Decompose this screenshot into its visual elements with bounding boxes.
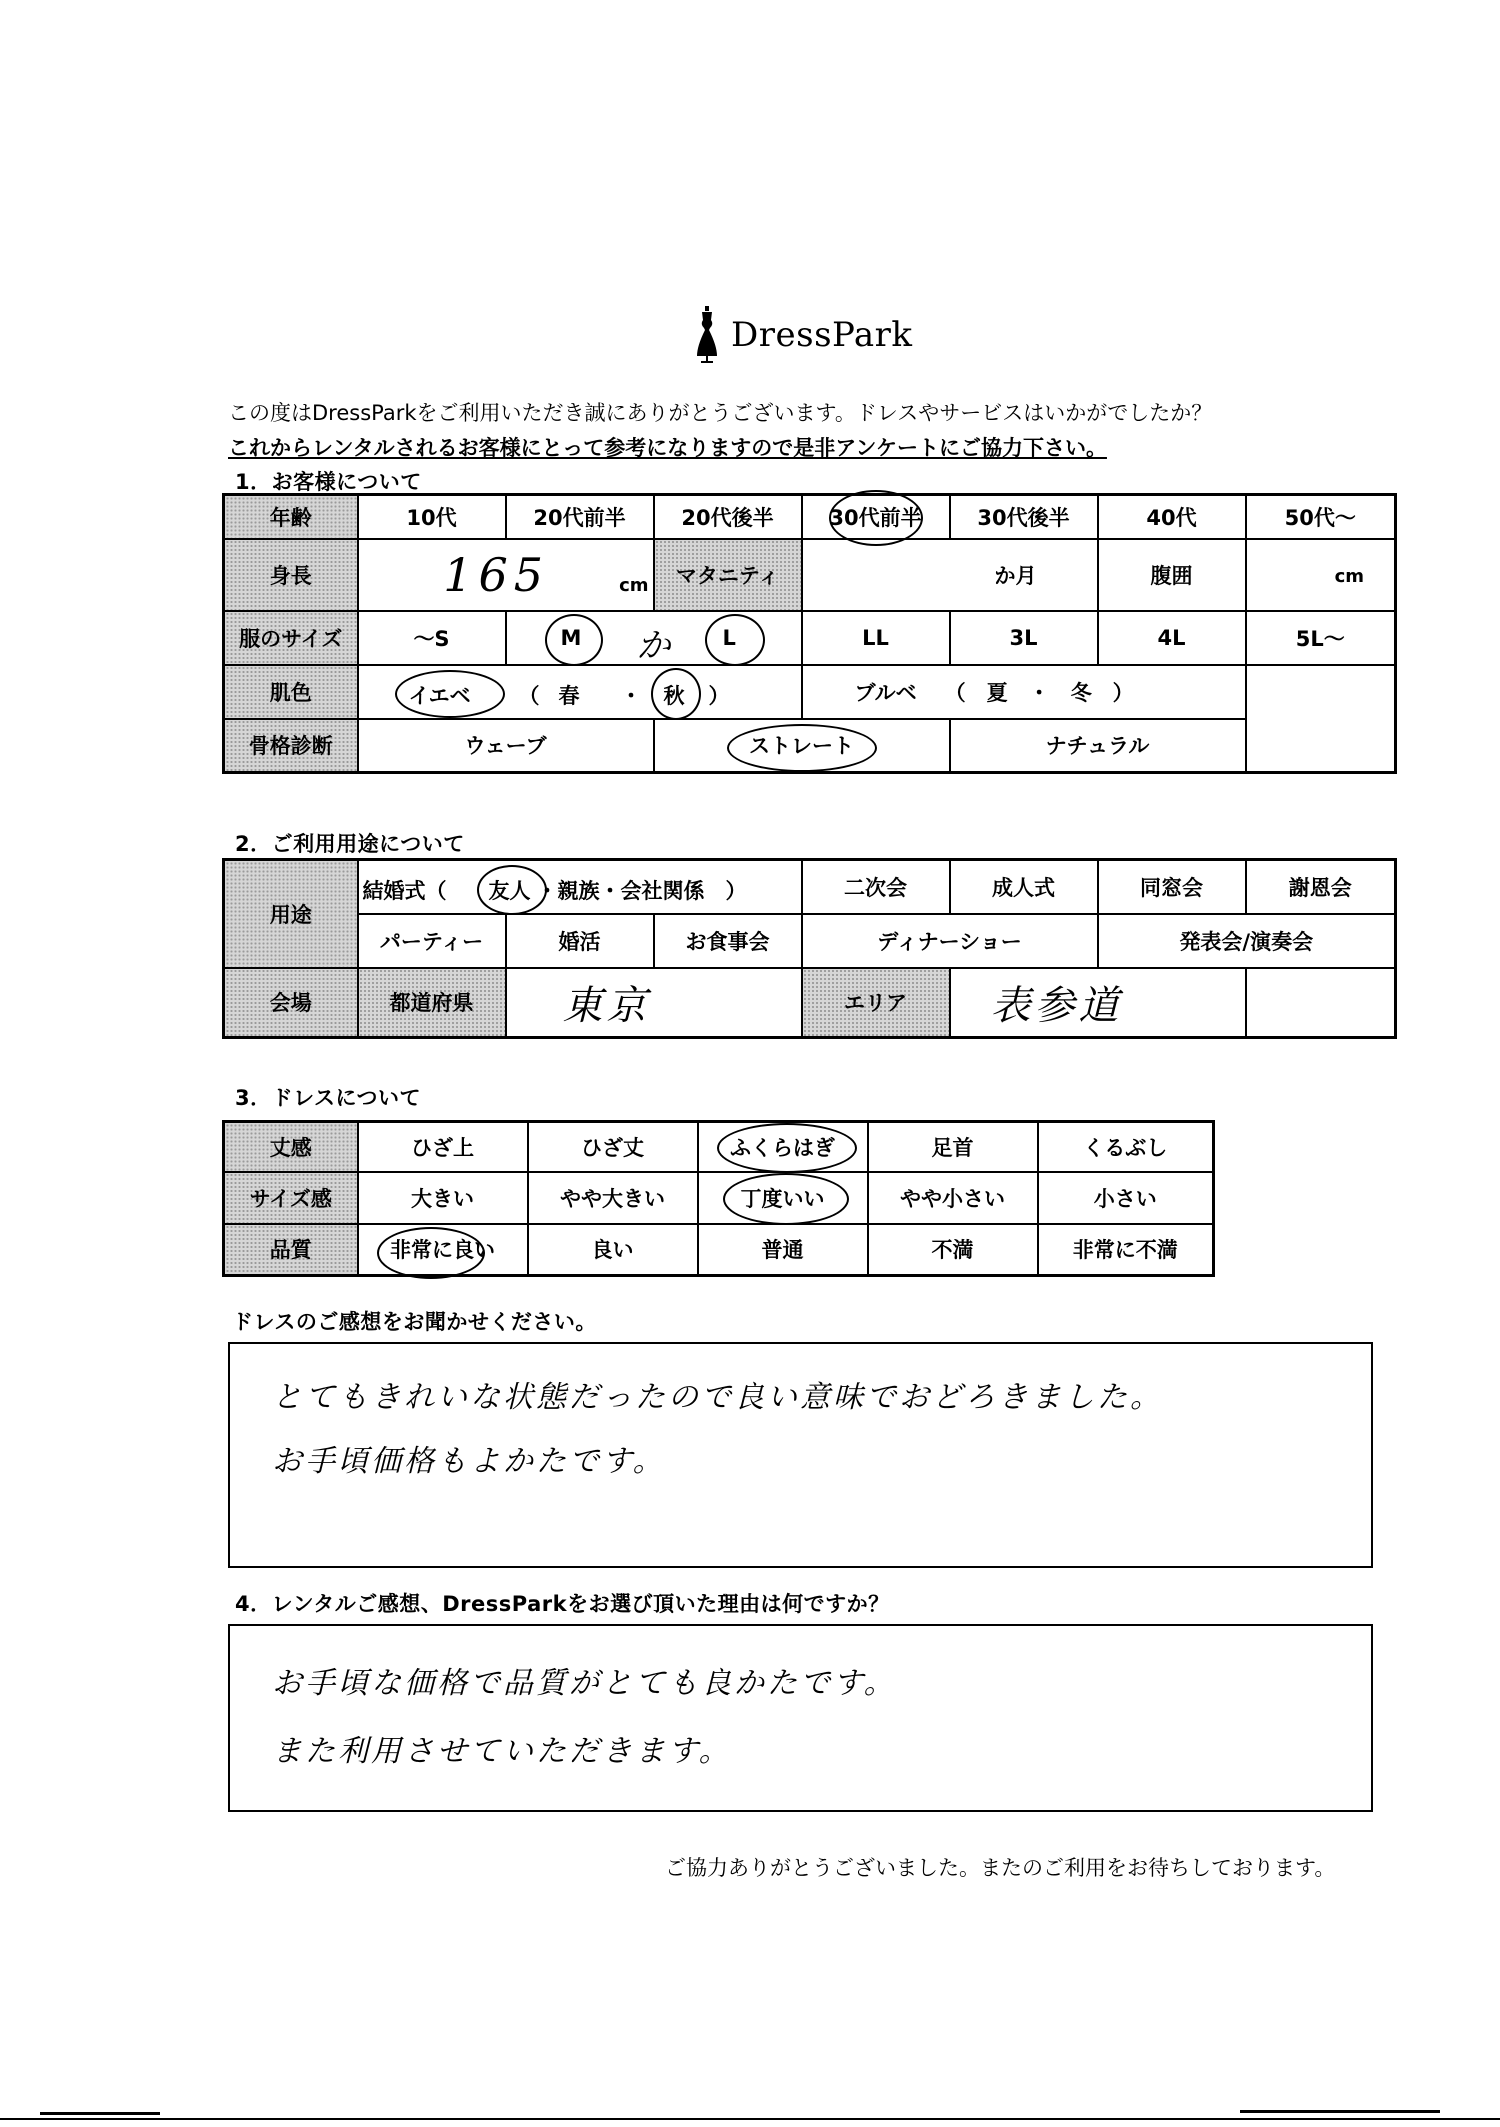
empty-cell	[1246, 719, 1396, 773]
prefecture-label: 都道府県	[358, 968, 506, 1038]
wedding-option[interactable]	[358, 860, 802, 914]
scan-edge-line	[0, 2118, 1500, 2120]
closing-message: ご協力ありがとうございました。またのご利用をお待ちしております。	[665, 1856, 1336, 1880]
skin-blue-detail: （ 夏 ・ 冬 ）	[944, 680, 1134, 705]
skin-spring: 春	[558, 683, 580, 708]
frame-option[interactable]: ナチュラル	[950, 719, 1246, 773]
frame-option-selected[interactable]	[654, 719, 950, 773]
size-option-selected[interactable]	[506, 611, 802, 665]
height-value: 165	[443, 547, 550, 602]
height-label: 身長	[224, 539, 358, 611]
customer-table	[222, 493, 1397, 774]
length-option-label: ふくらはぎ	[730, 1135, 835, 1160]
empty-cell	[1246, 968, 1396, 1038]
size-m: M	[560, 625, 582, 650]
size-option[interactable]: 4L	[1098, 611, 1246, 665]
usage-option[interactable]: 同窓会	[1098, 860, 1246, 914]
size-note: か	[636, 625, 671, 666]
age-option[interactable]: 50代～	[1246, 495, 1396, 539]
age-option[interactable]: 20代前半	[506, 495, 654, 539]
months-unit: か月	[994, 563, 1037, 588]
wedding-rest: ・親族・会社関係 ）	[536, 879, 747, 903]
skin-blue-base[interactable]	[802, 665, 1246, 719]
age-option[interactable]: 10代	[358, 495, 506, 539]
size-option[interactable]: LL	[802, 611, 950, 665]
brand-name: DressPark	[731, 315, 913, 355]
waist-label: 腹囲	[1098, 539, 1246, 611]
dress-form-icon	[695, 306, 719, 364]
size-l: L	[722, 625, 736, 650]
dress-table	[222, 1120, 1215, 1277]
section-4-title: 4．レンタルご感想、DressParkをお選び頂いた理由は何ですか？	[235, 1592, 890, 1616]
area-field[interactable]	[950, 968, 1246, 1038]
frame-option-label: ストレート	[749, 734, 854, 759]
prefecture-field[interactable]	[506, 968, 802, 1038]
usage-option[interactable]: 謝恩会	[1246, 860, 1396, 914]
skin-dot: ・	[620, 683, 642, 708]
fit-option[interactable]: 小さい	[1038, 1172, 1214, 1224]
age-option-selected[interactable]	[802, 495, 950, 539]
empty-cell	[1246, 665, 1396, 719]
reason-line-1: お手頃な価格で品質がとても良かたです。	[272, 1666, 897, 1701]
length-option[interactable]: ひざ丈	[528, 1122, 698, 1172]
length-option[interactable]: くるぶし	[1038, 1122, 1214, 1172]
skin-label: 肌色	[224, 665, 358, 719]
impressions-box[interactable]	[228, 1342, 1373, 1568]
quality-option[interactable]: 非常に不満	[1038, 1224, 1214, 1276]
intro-line-1: この度はDressParkをご利用いただき誠にありがとうございます。ドレスやサービスはいかがでしたか？	[228, 401, 1213, 425]
impressions-line-1: とてもきれいな状態だったので良い意味でおどろきました。	[272, 1380, 1163, 1415]
size-option[interactable]: 5L～	[1246, 611, 1396, 665]
wedding-prefix: 結婚式（	[362, 879, 447, 903]
prefecture-value: 東京	[562, 982, 651, 1029]
size-option[interactable]: ～S	[358, 611, 506, 665]
quality-option-selected[interactable]	[358, 1224, 528, 1276]
fit-option[interactable]: やや小さい	[868, 1172, 1038, 1224]
maternity-label: マタニティ	[654, 539, 802, 611]
venue-label: 会場	[224, 968, 358, 1038]
skin-blue: ブルベ	[854, 680, 917, 705]
usage-option[interactable]: 成人式	[950, 860, 1098, 914]
quality-option[interactable]: 不満	[868, 1224, 1038, 1276]
length-label: 丈感	[224, 1122, 358, 1172]
impressions-prompt: ドレスのご感想をお聞かせください。	[232, 1310, 597, 1334]
fit-option-selected[interactable]	[698, 1172, 868, 1224]
quality-option-label: 非常に良い	[390, 1238, 495, 1263]
usage-option[interactable]: 発表会/演奏会	[1098, 914, 1396, 968]
scan-edge-mark	[1240, 2110, 1440, 2113]
skin-autumn: 秋	[663, 683, 685, 708]
section-2-title: 2．ご利用用途について	[235, 832, 465, 856]
fit-option-label: 丁度いい	[740, 1186, 825, 1211]
usage-table	[222, 858, 1397, 1039]
frame-label: 骨格診断	[224, 719, 358, 773]
reason-box[interactable]	[228, 1624, 1373, 1812]
usage-option[interactable]: 二次会	[802, 860, 950, 914]
height-unit: cm	[619, 574, 649, 596]
fit-option[interactable]: 大きい	[358, 1172, 528, 1224]
height-field[interactable]	[358, 539, 654, 611]
quality-label: 品質	[224, 1224, 358, 1276]
length-option[interactable]: 足首	[868, 1122, 1038, 1172]
size-option[interactable]: 3L	[950, 611, 1098, 665]
section-3-title: 3．ドレスについて	[235, 1086, 422, 1110]
fit-label: サイズ感	[224, 1172, 358, 1224]
age-option[interactable]: 20代後半	[654, 495, 802, 539]
quality-option[interactable]: 普通	[698, 1224, 868, 1276]
frame-option[interactable]: ウェーブ	[358, 719, 654, 773]
length-option-selected[interactable]	[698, 1122, 868, 1172]
fit-option[interactable]: やや大きい	[528, 1172, 698, 1224]
usage-option[interactable]: お食事会	[654, 914, 802, 968]
brand-logo	[695, 305, 913, 365]
usage-option[interactable]: ディナーショー	[802, 914, 1098, 968]
skin-paren-open: （	[518, 683, 540, 708]
scan-edge-mark	[40, 2112, 160, 2115]
skin-yellow: イエベ	[408, 683, 471, 708]
waist-field[interactable]	[1246, 539, 1396, 611]
usage-option[interactable]: パーティー	[358, 914, 506, 968]
reason-line-2: また利用させていただきます。	[272, 1734, 732, 1769]
impressions-line-2: お手頃価格もよかたです。	[272, 1444, 666, 1479]
wedding-friend: 友人	[488, 879, 531, 903]
maternity-months-field[interactable]	[802, 539, 1098, 611]
usage-option[interactable]: 婚活	[506, 914, 654, 968]
age-option-label: 30代前半	[829, 505, 922, 530]
area-label: エリア	[802, 968, 950, 1038]
waist-unit: cm	[1334, 565, 1364, 587]
quality-option[interactable]: 良い	[528, 1224, 698, 1276]
skin-yellow-base[interactable]	[358, 665, 802, 719]
intro-line-2: これからレンタルされるお客様にとって参考になりますので是非アンケートにご協力下さい。	[228, 436, 1107, 460]
age-option[interactable]: 30代後半	[950, 495, 1098, 539]
age-option[interactable]: 40代	[1098, 495, 1246, 539]
length-option[interactable]: ひざ上	[358, 1122, 528, 1172]
usage-label: 用途	[224, 860, 358, 968]
area-value: 表参道	[990, 982, 1123, 1029]
skin-paren-close: ）	[708, 683, 730, 708]
section-1-title: 1．お客様について	[235, 470, 422, 494]
age-label: 年齢	[224, 495, 358, 539]
size-label: 服のサイズ	[224, 611, 358, 665]
